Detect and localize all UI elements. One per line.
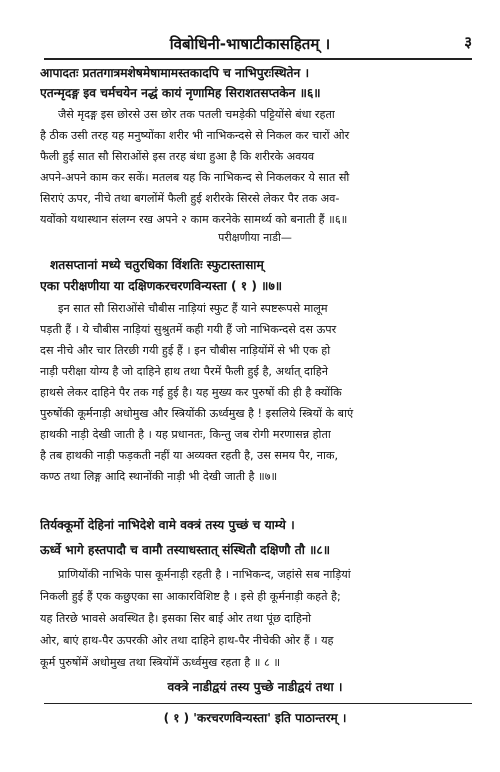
commentary-line: अपने-अपने काम कर सकें। मतलब यह कि नाभिकन्द से निकलकर ये सात सौ [40,171,350,184]
verse-line: तिर्यक्कूर्मो देहिनां नाभिदेशे वामे वक्त्रं तस्य पुच्छं च याम्ये । [40,518,295,532]
footnote: ( १ ) 'करचरणविन्यस्ता' इति पाठान्तरम् । [163,711,347,725]
verse-line: आपादतः प्रततगात्रमशेषमेषामामस्तकादपि च नाभिपुरःस्थितेन । [40,66,310,80]
commentary-line: पड़ती हैं । ये चौबीस नाड़ियां सुश्रुतमें कही गयी हैं जो नाभिकन्दसे दस ऊपर [40,323,337,336]
commentary-line: पुरुषोंकी कूर्मनाड़ी अधोमुख और स्त्रियोंकी ऊर्ध्वमुख है ! इसलिये स्त्रियों के बाएं [40,407,354,420]
verse-line: शतसप्तानां मध्ये चतुरधिका विंशतिः स्फुटास्तासाम् [50,258,264,272]
verse-line: एतन्मृदङ्ग इव चर्मचयेन नद्धं कायं नृणामिह सिराशतसप्तकेन ॥६॥ [40,86,321,100]
footnote-rule [44,703,472,704]
commentary-line: इन सात सौ सिराओंसे चौबीस नाड़ियां स्फुट हैं याने स्पष्टरूपसे मालूम [58,302,328,315]
commentary-line: फैली हुई सात सौ सिराओंसे इस तरह बंधा हुआ है कि शरीरके अवयव [40,150,315,163]
header-title: विबोधिनी-भाषाटीकासहितम् । [169,35,331,53]
section-subheading: परीक्षणीया नाडी— [218,231,292,244]
commentary-line: नाड़ी परीक्षा योग्य है जो दाहिने हाथ तथा पैरमें फैली हुई है, अर्थात् दाहिने [40,365,328,378]
commentary-line: है तब हाथकी नाड़ी फड़कती नहीं या अव्यक्त रहती है, उस समय पैर, नाक, [40,449,339,462]
header-rule [44,58,472,60]
commentary-line: जैसे मृदङ्ग इस छोरसे उस छोर तक पतली चमड़ेकी पट्टियोंसे बंधा रहता [58,108,335,121]
commentary-line: हाथकी नाड़ी देखी जाती है । यह प्रधानतः, किन्तु जब रोगी मरणासन्न होता [40,428,331,441]
commentary-line: सिराएं ऊपर, नीचे तथा बगलोंमें फैली हुई शरीरके सिरसे लेकर पैर तक अव- [40,192,340,205]
commentary-line: प्राणियोंकी नाभिके पास कूर्मनाड़ी रहती है । नाभिकन्द, जहांसे सब नाड़ियां [58,568,351,581]
commentary-line: दस नीचे और चार तिरछी गयी हुई हैं । इन चौबीस नाड़ियोंमें से भी एक हो [40,344,331,357]
commentary-line: है ठीक उसी तरह यह मनुष्योंका शरीर भी नाभिकन्दसे से निकल कर चारों ओर [40,129,350,142]
verse-line: एका परीक्षणीया या दक्षिणकरचरणविन्यस्ता ( १ ) ॥७॥ [40,279,283,293]
commentary-line: ओर, बाएं हाथ-पैर ऊपरकी ओर तथा दाहिने हाथ-पैर नीचेकी ओर हैं । यह [40,634,334,647]
commentary-line: निकली हुई हैं एक कछुएका सा आकारविशिष्ट है । इसे ही कूर्मनाड़ी कहते है; [40,590,341,603]
commentary-line: यह तिरछे भावसे अवस्थित है। इसका सिर बाई ओर तथा पूंछ दाहिनो [40,612,312,625]
verse-line: ऊर्ध्वे भागे हस्तपादौ च वामौ तस्याधस्तात् संस्थितौ दक्षिणौ तौ ॥८॥ [40,543,331,557]
commentary-line: यवोंको यथास्थान संलग्न रख अपने २ काम करनेके सामर्थ्य को बनाती हैं ॥६॥ [40,213,348,226]
commentary-line: हाथसे लेकर दाहिने पैर तक गई हुई है। यह मुख्य कर पुरुषों की ही है क्योंकि [40,386,342,399]
commentary-line: कण्ठ तथा लिङ्ग आदि स्थानोंकी नाड़ी भी देखी जाती है ॥७॥ [40,470,278,483]
commentary-line: कूर्म पुरुषोंमें अधोमुख तथा स्त्रियोंमें ऊर्ध्वमुख रहता है ॥ ८ ॥ [40,656,281,669]
running-header [0,34,500,60]
verse-line: वक्त्रे नाडीद्वयं तस्य पुच्छे नाडीद्वयं तथा । [167,680,343,694]
page-number: ३ [464,33,472,51]
